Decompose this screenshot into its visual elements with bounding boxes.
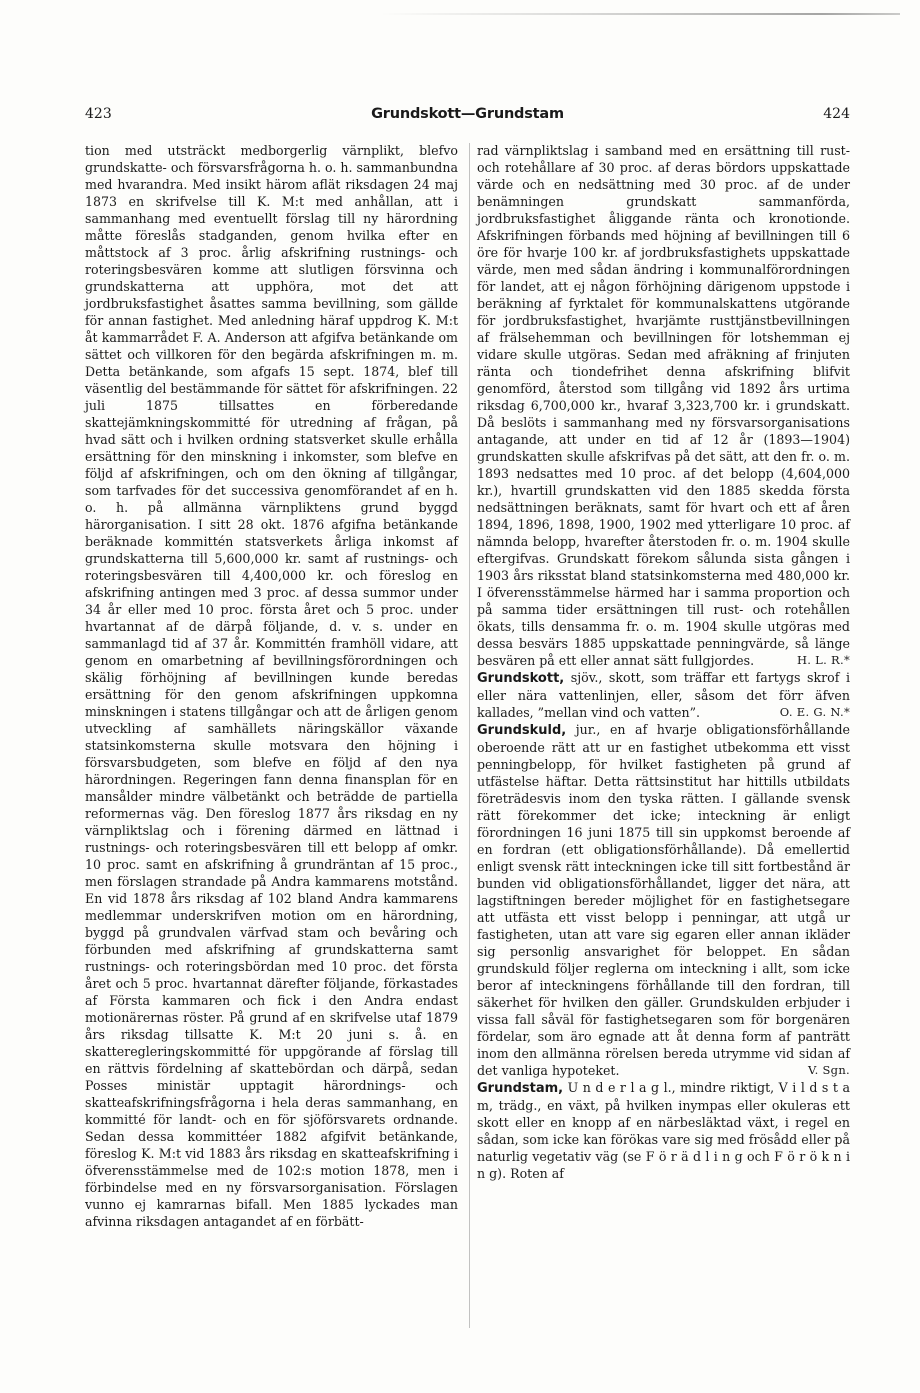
entry-headword: Grundskuld, (477, 723, 567, 738)
page-number-left: 423 (85, 106, 112, 122)
page-number-right: 424 (823, 106, 850, 122)
right-column (477, 142, 850, 1182)
entry-grundskuld (477, 721, 850, 1079)
continuation-paragraph (477, 142, 850, 669)
entry-body: jur., en af hvarje obligationsförhållande oberoende rätt att ur en fastighet utbekomma ett visst penningbelopp, för hvilket fastigheten på grund af utfästelse häftar. Detta rättsinstitut har hittills utbildats företrädesvis inom den tyska rätten. I gällande svensk rätt förekommer det icke; inteckning är enligt förordningen 16 juni 1875 till sin uppkomst beroende af en fordran (ett obligationsförhållande). Då emellertid enligt svensk rätt inteckningen icke till sitt fortbestånd är bunden vid obligationsförhållandet, ligger det nära, att lagstiftningen bereder möjlighet för en fastighetsegare att utfästa ett visst belopp i penningar, att utgå ur fastigheten, utan att vare sig egaren eller annan ikläder sig personlig ansvarighet för beloppet. En sådan grundskuld följer reglerna om inteckning i allt, som icke beror af inteckningens förhållande till den fordran, till säkerhet för hvilken den gäller. Grundskulden erbjuder i vissa fall såväl för fastighetsegaren som för borgenären fördelar, som äro egnade att åt denna form af panträtt inom den allmänna rörelsen bereda utrymme vid sidan af det vanliga hypoteket. (477, 722, 850, 1078)
continuation-text: rad värnpliktslag i samband med en ersättning till rust- och rotehållare af 30 proc. af deras bördors uppskattade värde och en nedsättning med 30 proc. af de under benämningen grundskatt sammanförda, jordbruksfastighet åliggande ränta och kronotionde. Afskrifningen förbands med höjning af bevillningen till 6 öre för hvarje 100 kr. af jordbruksfastighets uppskattade värde, men med sådan ändring i kommunalförordningen för landet, att ej någon förhöjning därigenom uppstode i beräkning af fyrktalet för kommunalskattens utgörande för jordbruksfastighet, hvarjämte rusttjänstbevillningen af frälsehemman och bevillningen för lotshemman ej vidare skulle utgöras. Sedan med afräkning af frinjuten ränta och tiondefrihet denna afskrifning blifvit genomförd, återstod som tillgång vid 1892 års urtima riksdag 6,700,000 kr., hvaraf 3,323,700 kr. i grundskatt. Då beslöts i sammanhang med ny försvarsorganisations antagande, att under en tid af 12 år (1893—1904) grundskatten skulle afskrifvas på det sätt, att den fr. o. m. 1893 nedsattes med 10 proc. af det belopp (4,604,000 kr.), hvartill grundskatten vid den 1885 skedda första nedsättningen beräknats, samt för hvart och ett af åren 1894, 1896, 1898, 1900, 1902 med ytterligare 10 proc. af nämnda belopp, hvarefter återstoden fr. o. m. 1904 skulle eftergifvas. Grundskatt förekom sålunda sista gången i 1903 års riksstat bland statsinkomsterna med 480,000 kr. I öfverensstämmelse härmed har i samma proportion och på samma tider ersättningen till rust- och rotehållen ökats, tills densamma fr. o. m. 1904 skulle utgöras med dessa besvärs 1885 uppskattade penningvärde, så länge besvären på ett eller annat sätt fullgjordes. (477, 143, 850, 668)
entry-headword: Grundskott, (477, 671, 565, 686)
entry-body: sjöv., skott, som träffar ett fartygs skrof i eller nära vattenlinjen, eller, såsom det förr äfven kallades, ”mellan vind och vatten”. (477, 670, 850, 720)
entry-grundstam (477, 1079, 850, 1182)
page-header (85, 106, 850, 126)
column-divider (469, 143, 470, 1328)
running-head: Grundskott—Grundstam (371, 106, 564, 122)
entry-headword: Grundstam, (477, 1081, 564, 1096)
entry-body: U n d e r l a g l., mindre riktigt, V i l d s t a m, trädg., en växt, på hvilken inympas eller okuleras ett skott eller en knopp af en närbesläktad växt, i regel en sådan, som icke kan förökas vare sig med frösådd eller på naturlig vegetativ väg (se F ö r ä d l i n g och F ö r ö k n i n g). Roten af (477, 1080, 850, 1181)
signature: H. L. R.* (796, 653, 850, 667)
entry-grundskott (477, 669, 850, 721)
signature: V. Sgn. (807, 1063, 850, 1077)
left-column-text: tion med utsträckt medborgerlig värnplikt, blefvo grundskatte- och försvarsfrågorna h. o. h. sammanbundna med hvarandra. Med insikt härom aflät riksdagen 24 maj 1873 en skrifvelse till K. M:t med anhållan, att i sammanhang med eventuellt förslag till ny härordning måtte föreslås stadganden, genom hvilka efter en måttstock af 3 proc. årlig afskrifning rustnings- och roteringsbesvären komme att slutligen försvinna och grundskatterna att upphöra, mot det att jordbruksfastighet åsattes samma bevillning, som gällde för annan fastighet. Med anledning häraf uppdrog K. M:t åt kammarrådet F. A. Anderson att afgifva betänkande om sättet och villkoren för den begärda afskrifningen m. m. Detta betänkande, som afgafs 15 sept. 1874, blef till väsentlig del bestämmande för sättet för afskrifningen. 22 juli 1875 tillsattes en förberedande skattejämkningskommitté för utredning af frågan, på hvad sätt och i hvilken ordning statsverket skulle erhålla ersättning för den minskning i inkomster, som blefve en följd af afskrifningen, och om den ökning af tillgångar, som tarfvades för det successiva genomförandet af en h. o. h. på allmänna värnpliktens grund byggd härorganisation. I sitt 28 okt. 1876 afgifna betänkande beräknade kommittén statsverkets årliga inkomst af grundskatterna till 5,600,000 kr. samt af rustnings- och roteringsbesvären till 4,400,000 kr. och föreslog en afskrifning antingen med 3 proc. af dessa summor under 34 år eller med 10 proc. första året och 5 proc. under hvartannat af de därpå följande, d. v. s. under en sammanlagd tid af 37 år. Kommittén framhöll vidare, att genom en omarbetning af bevillningsförordningen och skälig förhöjning af bevillningen kunde beredas ersättning för den genom afskrifningen uppkomna minskningen i statens tillgångar och att de årligen genom utveckling af samhällets näringskällor växande statsinkomsterna skulle motsvara den höjning i försvarsbudgeten, som blefve en följd af den nya härordningen. Regeringen fann denna finansplan för en mansålder mindre välbetänkt och beträdde de partiella reformernas väg. Den föreslog 1877 års riksdag en ny värnpliktslag och i förening därmed en lättnad i rustnings- och roteringsbesvären till ett belopp af omkr. 10 proc. samt en afskrifning å grundräntan af 15 proc., men förslagen strandade på Andra kammarens motstånd. En vid 1878 års riksdag af 102 bland Andra kammarens medlemmar underskrifven motion om en härordning, byggd på grundvalen värfvad stam och bevåring och förbunden med afskrifning af grundskatterna samt rustnings- och roteringsbördan med 10 proc. det första året och 5 proc. hvartannat därefter följande, förkastades af Första kammaren och fick i den Andra endast motionärernas röster. På grund af en skrifvelse utaf 1879 års riksdag tillsatte K. M:t 20 juni s. å. en skatteregleringskommitté för uppgörande af förslag till en rättvis fördelning af skattebördan och därpå, sedan Posses ministär upptagit härordnings- och skatteafskrifningsfrågorna i hela deras sammanhang, en kommitté för landt- och en för sjöförsvarets ordnande. Sedan dessa kommittéer 1882 afgifvit betänkande, föreslog K. M:t vid 1883 års riksdag en skatteafskrifning i öfverensstämmelse med de 102:s motion 1878, men i förbindelse med en ny försvarsorganisation. Förslagen vunno ej kamrarnas bifall. Men 1885 lyckades man afvinna riksdagen antagandet af en förbätt- (85, 143, 458, 1229)
left-column (85, 142, 458, 1230)
signature: O. E. G. N.* (779, 705, 850, 719)
scan-edge-noise (380, 13, 900, 15)
